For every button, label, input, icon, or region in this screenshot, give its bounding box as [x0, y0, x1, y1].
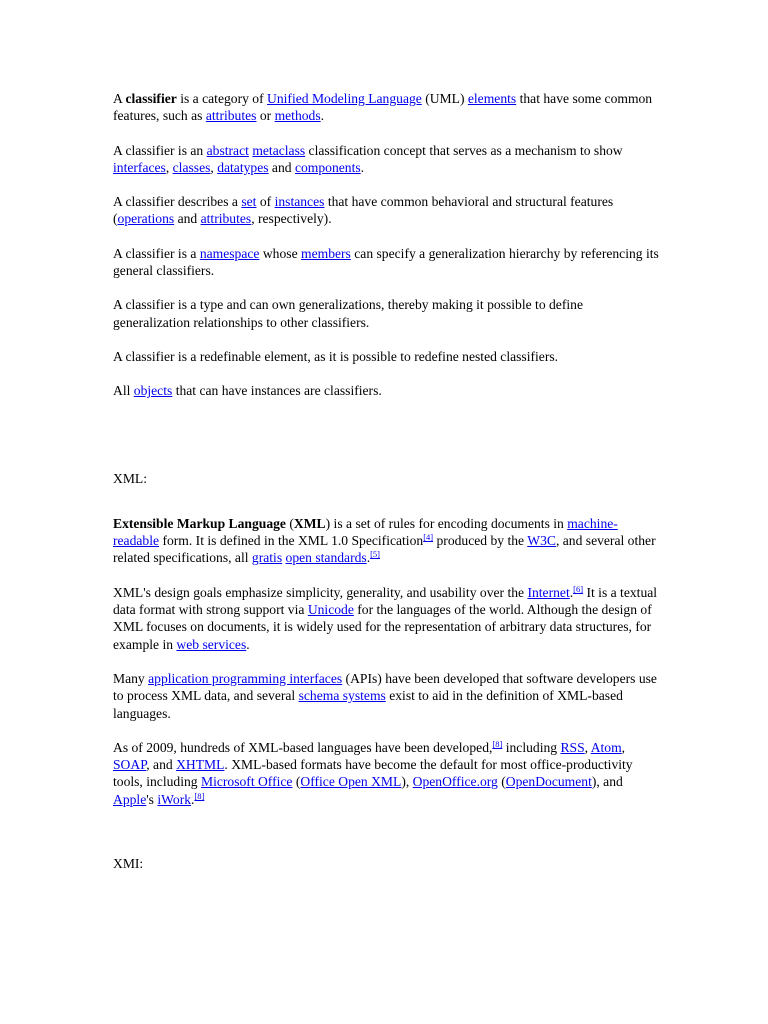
text: XML's design goals emphasize simplicity, generality, and usability over the	[113, 584, 528, 600]
link-atom[interactable]: Atom	[590, 739, 622, 755]
text: .	[191, 791, 195, 807]
text: ,	[621, 739, 626, 755]
text: (APIs) have been developed that software developers use to process XML data, and several	[113, 670, 657, 704]
bold-term-xml: XML	[293, 515, 326, 531]
link-namespace[interactable]: namespace	[199, 245, 260, 261]
link-web-services[interactable]: web services	[176, 636, 247, 652]
text: produced by the	[433, 533, 528, 549]
text: including	[502, 739, 561, 755]
text: A classifier is a redefinable element, as it is possible to redefine nested classifiers.	[113, 348, 559, 364]
citation-4	[423, 532, 433, 542]
text: ,	[210, 159, 218, 175]
text: ,	[584, 739, 591, 755]
text: , and several other related specifications, all	[113, 533, 656, 566]
text: .	[366, 550, 371, 566]
link-set[interactable]: set	[241, 194, 257, 210]
text: . XML-based formats have become the default for most office-productivity tools, including	[113, 757, 633, 790]
xml-paragraph-4	[113, 739, 663, 808]
citation-link-5[interactable]: [5]	[370, 549, 381, 560]
link-openoffice-org[interactable]: OpenOffice.org	[412, 774, 498, 790]
text: (	[285, 515, 294, 531]
text: A classifier is a type and can own generalizations, thereby making it possible to define generalization relationships to other classifiers.	[113, 297, 583, 330]
text: ,	[165, 159, 173, 175]
text: whose	[259, 245, 302, 261]
link-members[interactable]: members	[301, 245, 351, 261]
link-components[interactable]: components	[294, 159, 361, 175]
link-xhtml[interactable]: XHTML	[176, 757, 225, 773]
text: form. It is defined in the XML 1.0 Specification	[159, 533, 424, 549]
citation-8	[194, 791, 204, 801]
classifier-paragraph-4	[113, 245, 663, 280]
link-metaclass[interactable]: metaclass	[252, 142, 306, 158]
text: and	[174, 211, 201, 227]
text: It is a textual data format with strong support via	[113, 584, 658, 618]
link-microsoft-office[interactable]: Microsoft Office	[200, 774, 293, 790]
classifier-paragraph-1	[113, 90, 663, 125]
text: ) is a set of rules for encoding documents in	[325, 515, 568, 531]
section-heading-xml: XML:	[113, 470, 147, 486]
link-methods[interactable]: methods	[274, 108, 321, 124]
link-internet[interactable]: Internet	[527, 584, 570, 600]
link-objects[interactable]: objects	[133, 383, 173, 399]
text: of	[256, 194, 275, 210]
citation-link-7[interactable]: [8]	[492, 738, 503, 749]
classifier-paragraph-7	[113, 382, 663, 399]
text: , and	[146, 757, 177, 773]
text: A classifier describes a	[113, 194, 242, 210]
link-unified-modeling-language[interactable]: Unified Modeling Language	[267, 91, 422, 106]
classifier-paragraph-6	[113, 348, 663, 365]
text: A classifier is a	[113, 245, 200, 261]
link-rss[interactable]: RSS	[560, 739, 585, 755]
text: classification concept that serves as a mechanism to show	[305, 142, 623, 158]
text: for the languages of the world. Although the design of XML focuses on documents, it is widely used for the representation of arbitrary data structures, for example in	[113, 602, 652, 652]
bold-term-extensible-markup-language: Extensible Markup Language	[113, 515, 286, 531]
link-w3c[interactable]: W3C	[527, 533, 556, 549]
link-open-standards[interactable]: open standards	[285, 550, 367, 566]
xml-paragraph-2	[113, 584, 663, 653]
citation-link-8[interactable]: [8]	[194, 790, 205, 801]
citation-5	[370, 549, 380, 559]
text: Many	[113, 670, 149, 686]
text: 's	[146, 791, 158, 807]
link-abstract[interactable]: abstract	[206, 142, 249, 158]
text: .	[320, 108, 325, 124]
text: that have some common features, such as	[113, 91, 653, 124]
link-gratis[interactable]: gratis	[251, 550, 283, 566]
link-attributes[interactable]: attributes	[200, 211, 252, 227]
link-datatypes[interactable]: datatypes	[217, 159, 269, 175]
link-soap[interactable]: SOAP	[113, 757, 147, 773]
link-office-open-xml[interactable]: Office Open XML	[300, 774, 402, 790]
link-application-programming-interfaces[interactable]: application programming interfaces	[148, 670, 343, 686]
link-instances[interactable]: instances	[274, 194, 325, 210]
link-machine-readable[interactable]: machine-readable	[113, 515, 618, 549]
text: ), and	[591, 774, 623, 790]
citation-6	[573, 584, 583, 594]
citation-link-6[interactable]: [6]	[573, 583, 584, 594]
classifier-paragraph-3	[113, 193, 663, 228]
document-body	[113, 90, 663, 872]
citation-7	[492, 739, 502, 749]
link-classes[interactable]: classes	[172, 159, 211, 175]
link-elements[interactable]: elements	[467, 91, 517, 106]
text: .	[569, 584, 574, 600]
text: and	[268, 159, 295, 175]
link-interfaces[interactable]: interfaces	[113, 159, 166, 175]
link-operations[interactable]: operations	[117, 211, 175, 227]
link-schema-systems[interactable]: schema systems	[298, 688, 386, 704]
classifier-paragraph-2	[113, 142, 663, 177]
link-unicode[interactable]: Unicode	[307, 602, 354, 618]
section-heading-xmi: XMI:	[113, 856, 144, 872]
text: ),	[401, 774, 413, 790]
link-opendocument[interactable]: OpenDocument	[505, 774, 592, 790]
spacer	[113, 825, 663, 855]
text: can specify a generalization hierarchy by referencing its general classifiers.	[113, 245, 659, 279]
text: A classifier is an	[113, 142, 207, 158]
link-iwork[interactable]: iWork	[157, 791, 192, 807]
citation-link-4[interactable]: [4]	[423, 532, 434, 543]
text: (	[292, 774, 301, 790]
text: or	[256, 108, 275, 124]
link-attributes[interactable]: attributes	[205, 108, 257, 124]
text: All	[113, 383, 134, 399]
text: is a category of	[176, 91, 268, 106]
xml-paragraph-1	[113, 515, 663, 567]
text: .	[246, 636, 250, 652]
xml-paragraph-3	[113, 670, 663, 722]
bold-term-classifier: classifier	[125, 91, 177, 106]
text: As of 2009, hundreds of XML-based languages have been developed,	[113, 739, 493, 755]
text: (	[497, 774, 506, 790]
text: , respectively).	[251, 211, 332, 227]
text: that can have instances are classifiers.	[172, 383, 382, 399]
text: exist to aid in the definition of XML-based languages.	[113, 688, 623, 721]
text: .	[360, 159, 365, 175]
text: (UML)	[421, 91, 468, 106]
text: that have common behavioral and structural features (	[113, 194, 614, 227]
link-apple[interactable]: Apple	[113, 791, 147, 807]
spacer	[113, 487, 663, 515]
classifier-paragraph-5	[113, 296, 663, 331]
text: A	[113, 91, 126, 106]
spacer	[113, 417, 663, 470]
